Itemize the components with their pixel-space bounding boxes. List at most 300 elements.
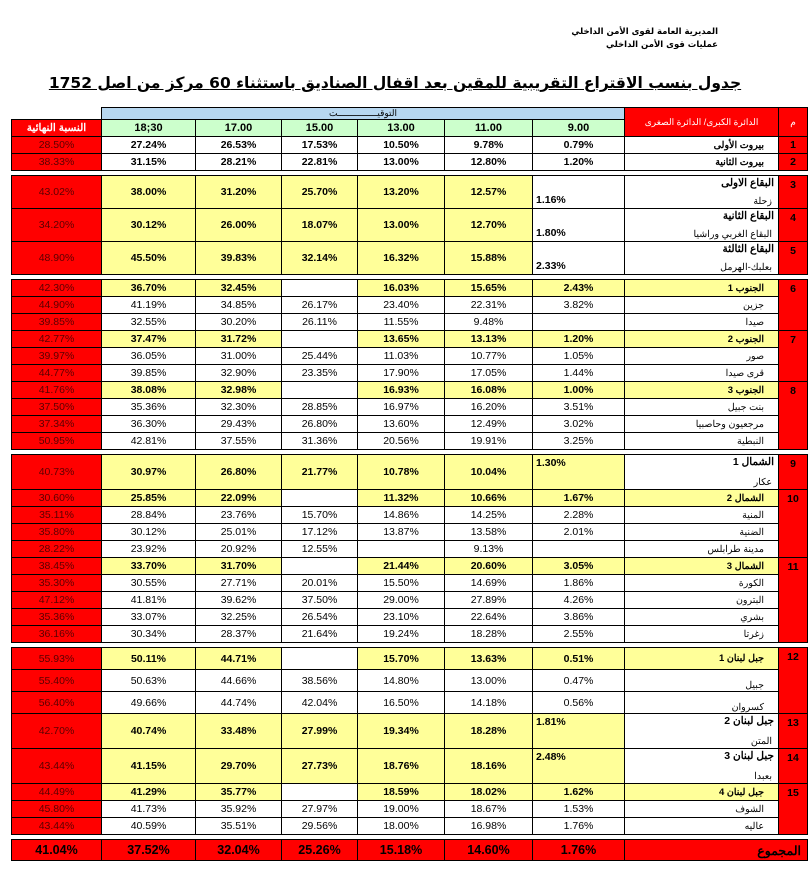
value-cell: 33.48%: [196, 714, 282, 749]
district-cell: [625, 209, 779, 242]
value-cell: 41.19%: [102, 297, 196, 314]
value-cell: 1.20%: [533, 331, 625, 348]
value-cell: 32.45%: [196, 280, 282, 297]
value-cell: 27.71%: [196, 575, 282, 592]
total-value: 37.52%: [102, 840, 196, 861]
value-cell: 23.35%: [282, 365, 358, 382]
value-cell: 20.60%: [445, 558, 533, 575]
value-cell: 39.83%: [196, 242, 282, 275]
value-cell: [282, 648, 358, 670]
org-line-2: عمليات قوى الأمن الداخلي: [605, 40, 718, 50]
value-cell: 28.84%: [102, 507, 196, 524]
value-cell: 2.01%: [533, 524, 625, 541]
value-cell: 18.02%: [445, 784, 533, 801]
value-cell: 26.53%: [196, 137, 282, 154]
final-cell: 37.34%: [12, 416, 102, 433]
value-cell: 23.92%: [102, 541, 196, 558]
value-cell: 38.00%: [102, 176, 196, 209]
value-cell: 25.01%: [196, 524, 282, 541]
value-cell: 11.55%: [358, 314, 445, 331]
value-cell: 35.36%: [102, 399, 196, 416]
value-cell: 28.37%: [196, 626, 282, 643]
value-0900: 1.16%: [536, 194, 566, 206]
sub-row: [12, 670, 808, 692]
sub-row: [12, 507, 808, 524]
value-cell: 18.07%: [282, 209, 358, 242]
value-cell: 33.07%: [102, 609, 196, 626]
value-cell: 31.20%: [196, 176, 282, 209]
value-cell: [282, 490, 358, 507]
district-name: بيروت الثانية: [625, 154, 779, 171]
value-cell: 26.00%: [196, 209, 282, 242]
value-cell: 14.69%: [445, 575, 533, 592]
table-body: [12, 108, 808, 861]
table-row: [12, 331, 808, 348]
value-cell: 33.70%: [102, 558, 196, 575]
district-name: البقاع الثالثة: [722, 243, 775, 255]
sub-row: [12, 348, 808, 365]
value-cell: 36.30%: [102, 416, 196, 433]
final-cell: 55.40%: [12, 670, 102, 692]
header-time-0900: 9.00: [533, 120, 625, 137]
sub-district-name: النبطية: [625, 433, 779, 450]
final-cell: 43.02%: [12, 176, 102, 209]
value-cell-0900: [533, 714, 625, 749]
value-cell: 0.56%: [533, 692, 625, 714]
value-cell: 9.78%: [445, 137, 533, 154]
total-final: 41.04%: [12, 840, 102, 861]
value-cell: 1.05%: [533, 348, 625, 365]
value-cell: 21.77%: [282, 455, 358, 490]
value-cell: 42.04%: [282, 692, 358, 714]
header-time-1300: 13.00: [358, 120, 445, 137]
total-value: 1.76%: [533, 840, 625, 861]
value-cell: 16.93%: [358, 382, 445, 399]
final-cell: 45.80%: [12, 801, 102, 818]
value-cell-0900: [533, 455, 625, 490]
final-cell: 35.11%: [12, 507, 102, 524]
sub-district-name: بعبدا: [754, 771, 773, 782]
sub-row: [12, 626, 808, 643]
value-cell: 23.76%: [196, 507, 282, 524]
value-cell: 1.62%: [533, 784, 625, 801]
final-cell: 43.44%: [12, 749, 102, 784]
value-cell: 36.70%: [102, 280, 196, 297]
value-cell: 26.17%: [282, 297, 358, 314]
sub-row: [12, 297, 808, 314]
sub-district-name: الكورة: [625, 575, 779, 592]
value-cell: 41.81%: [102, 592, 196, 609]
value-cell: 20.01%: [282, 575, 358, 592]
value-cell: 27.99%: [282, 714, 358, 749]
value-cell: 14.18%: [445, 692, 533, 714]
final-cell: 44.49%: [12, 784, 102, 801]
value-cell: 26.11%: [282, 314, 358, 331]
value-cell: 32.14%: [282, 242, 358, 275]
value-0900: 1.30%: [536, 457, 566, 469]
sub-row: [12, 416, 808, 433]
value-cell: 0.79%: [533, 137, 625, 154]
value-cell: 27.89%: [445, 592, 533, 609]
value-cell: 41.15%: [102, 749, 196, 784]
value-cell: 45.50%: [102, 242, 196, 275]
district-cell: [625, 714, 779, 749]
value-cell: 12.57%: [445, 176, 533, 209]
final-cell: 36.16%: [12, 626, 102, 643]
value-cell: 3.02%: [533, 416, 625, 433]
sub-district-name: عاليه: [625, 818, 779, 835]
final-cell: 28.50%: [12, 137, 102, 154]
value-cell: 3.05%: [533, 558, 625, 575]
final-cell: 42.77%: [12, 331, 102, 348]
sub-district-name: عكار: [753, 477, 773, 488]
table-row: [12, 382, 808, 399]
value-cell: 13.87%: [358, 524, 445, 541]
value-cell: 37.50%: [282, 592, 358, 609]
table-row: [12, 280, 808, 297]
sub-district-name: جزين: [625, 297, 779, 314]
value-cell: 38.56%: [282, 670, 358, 692]
sub-district-name: مدينة طرابلس: [625, 541, 779, 558]
value-cell: 40.74%: [102, 714, 196, 749]
value-cell: 15.50%: [358, 575, 445, 592]
table-row: [12, 784, 808, 801]
sub-district-name: جبيل: [625, 670, 779, 692]
district-name: البقاع الاولى: [721, 177, 775, 189]
value-cell: 9.13%: [445, 541, 533, 558]
sub-district-name: البقاع الغربي وراشيا: [693, 229, 773, 240]
value-cell: 3.51%: [533, 399, 625, 416]
value-cell: 16.08%: [445, 382, 533, 399]
org-line-1: المديرية العامة لقوى الأمن الداخلي: [571, 27, 718, 37]
value-cell: 12.80%: [445, 154, 533, 171]
total-value: 15.18%: [358, 840, 445, 861]
value-cell: [282, 558, 358, 575]
value-cell: 32.90%: [196, 365, 282, 382]
value-cell: 12.70%: [445, 209, 533, 242]
value-cell: 17.53%: [282, 137, 358, 154]
value-cell: 30.97%: [102, 455, 196, 490]
value-cell: 4.26%: [533, 592, 625, 609]
value-cell: 13.13%: [445, 331, 533, 348]
value-cell: 26.54%: [282, 609, 358, 626]
value-cell: 31.72%: [196, 331, 282, 348]
value-cell: 20.56%: [358, 433, 445, 450]
sub-row: [12, 801, 808, 818]
value-cell: 32.30%: [196, 399, 282, 416]
value-cell: 3.82%: [533, 297, 625, 314]
value-cell: 22.64%: [445, 609, 533, 626]
value-cell: 16.20%: [445, 399, 533, 416]
value-cell: 10.04%: [445, 455, 533, 490]
sub-row: [12, 609, 808, 626]
value-cell: 25.70%: [282, 176, 358, 209]
sub-row: [12, 314, 808, 331]
sub-district-name: مرجعيون وحاصبيا: [625, 416, 779, 433]
value-cell: 32.55%: [102, 314, 196, 331]
total-value: 14.60%: [445, 840, 533, 861]
value-cell: 19.91%: [445, 433, 533, 450]
district-name: جبل لبنان 1: [625, 648, 779, 670]
value-cell: 1.20%: [533, 154, 625, 171]
sub-district-name: صيدا: [625, 314, 779, 331]
value-cell: 35.77%: [196, 784, 282, 801]
final-cell: 37.50%: [12, 399, 102, 416]
value-cell: 18.16%: [445, 749, 533, 784]
row-number: 6: [779, 280, 808, 331]
sub-row: [12, 575, 808, 592]
value-cell: 29.70%: [196, 749, 282, 784]
value-cell: 29.43%: [196, 416, 282, 433]
row-number: 15: [779, 784, 808, 835]
value-cell: 17.12%: [282, 524, 358, 541]
value-cell: 15.88%: [445, 242, 533, 275]
value-cell: 30.12%: [102, 524, 196, 541]
value-cell: 11.03%: [358, 348, 445, 365]
value-cell: 37.47%: [102, 331, 196, 348]
value-cell: 36.05%: [102, 348, 196, 365]
sub-district-name: كسروان: [625, 692, 779, 714]
value-cell: 22.09%: [196, 490, 282, 507]
header-final: النسبة النهائية: [12, 120, 102, 137]
total-value: 25.26%: [282, 840, 358, 861]
sub-row: [12, 592, 808, 609]
value-cell: 16.03%: [358, 280, 445, 297]
value-cell: 19.24%: [358, 626, 445, 643]
header-timing: التوقيـــــــــــــــت: [102, 108, 625, 120]
value-cell: 31.36%: [282, 433, 358, 450]
header-row-timing: [12, 108, 808, 120]
district-name: البقاع الثانية: [722, 210, 775, 222]
table-row: [12, 154, 808, 171]
value-cell: 23.40%: [358, 297, 445, 314]
value-cell: 9.48%: [445, 314, 533, 331]
row-number: 11: [779, 558, 808, 643]
organization-block: [560, 26, 718, 52]
value-cell: 27.24%: [102, 137, 196, 154]
value-cell: 10.77%: [445, 348, 533, 365]
value-cell: 37.55%: [196, 433, 282, 450]
district-name: جبل لبنان 2: [724, 715, 775, 727]
value-cell: 0.51%: [533, 648, 625, 670]
value-cell: 30.12%: [102, 209, 196, 242]
sub-district-name: زحلة: [753, 196, 773, 207]
district-name: الشمال 3: [625, 558, 779, 575]
value-cell: 39.62%: [196, 592, 282, 609]
final-cell: 30.60%: [12, 490, 102, 507]
value-cell: 13.60%: [358, 416, 445, 433]
total-row: [12, 840, 808, 861]
table-row: [12, 490, 808, 507]
value-cell: 18.28%: [445, 714, 533, 749]
value-0900: 2.33%: [536, 260, 566, 272]
header-district: الدائرة الكبرى/ الدائرة الصغرى: [625, 108, 779, 137]
value-cell: 17.90%: [358, 365, 445, 382]
value-cell: 22.31%: [445, 297, 533, 314]
row-number: 9: [779, 455, 808, 490]
final-cell: 35.36%: [12, 609, 102, 626]
value-cell: 32.25%: [196, 609, 282, 626]
row-number: 2: [779, 154, 808, 171]
final-cell: 56.40%: [12, 692, 102, 714]
final-cell: 34.20%: [12, 209, 102, 242]
value-cell: [282, 331, 358, 348]
sub-district-name: صور: [625, 348, 779, 365]
row-number: 5: [779, 242, 808, 275]
district-name: جبل لبنان 3: [724, 750, 775, 762]
value-cell: 17.05%: [445, 365, 533, 382]
row-number: 8: [779, 382, 808, 450]
row-number: 12: [779, 648, 808, 714]
header-time-1500: 15.00: [282, 120, 358, 137]
row-number: 7: [779, 331, 808, 382]
sub-row: [12, 541, 808, 558]
final-cell: 40.73%: [12, 455, 102, 490]
value-cell: 2.28%: [533, 507, 625, 524]
final-cell: 35.30%: [12, 575, 102, 592]
total-label: المجموع: [625, 840, 808, 861]
final-cell: 48.90%: [12, 242, 102, 275]
row-number: 4: [779, 209, 808, 242]
value-cell: 18.76%: [358, 749, 445, 784]
sub-district-name: الشوف: [625, 801, 779, 818]
value-cell-0900: [533, 176, 625, 209]
value-cell: 27.97%: [282, 801, 358, 818]
value-cell: 1.76%: [533, 818, 625, 835]
sub-district-name: المنية: [625, 507, 779, 524]
district-name: جبل لبنان 4: [625, 784, 779, 801]
value-cell: 29.56%: [282, 818, 358, 835]
value-cell: 18.67%: [445, 801, 533, 818]
value-cell: 1.67%: [533, 490, 625, 507]
value-cell: 15.70%: [358, 648, 445, 670]
value-cell: 39.85%: [102, 365, 196, 382]
value-cell: 35.51%: [196, 818, 282, 835]
value-cell: 31.00%: [196, 348, 282, 365]
sub-district-name: الضنية: [625, 524, 779, 541]
header-m: م: [779, 108, 808, 137]
table-row: [12, 176, 808, 209]
value-cell: 28.85%: [282, 399, 358, 416]
final-cell: 44.77%: [12, 365, 102, 382]
final-cell: 35.80%: [12, 524, 102, 541]
value-0900: 1.80%: [536, 227, 566, 239]
final-cell: 38.33%: [12, 154, 102, 171]
value-cell: 44.74%: [196, 692, 282, 714]
value-cell: 1.44%: [533, 365, 625, 382]
value-cell: 44.71%: [196, 648, 282, 670]
value-cell: 2.43%: [533, 280, 625, 297]
sub-district-name: المتن: [750, 736, 773, 747]
final-cell: 39.97%: [12, 348, 102, 365]
district-name: بيروت الأولى: [625, 137, 779, 154]
value-cell: 20.92%: [196, 541, 282, 558]
sub-row: [12, 365, 808, 382]
value-cell: 0.47%: [533, 670, 625, 692]
value-cell: 28.21%: [196, 154, 282, 171]
value-cell: 26.80%: [282, 416, 358, 433]
district-name: الشمال 1: [732, 456, 775, 468]
value-cell: 3.25%: [533, 433, 625, 450]
header-blank: [12, 108, 102, 120]
final-cell: 42.30%: [12, 280, 102, 297]
value-cell: 10.66%: [445, 490, 533, 507]
value-cell: [282, 280, 358, 297]
sub-district-name: بعلبك-الهرمل: [720, 262, 773, 273]
district-name: الشمال 2: [625, 490, 779, 507]
final-cell: 28.22%: [12, 541, 102, 558]
final-cell: 50.95%: [12, 433, 102, 450]
table-row: [12, 648, 808, 670]
value-cell: 13.00%: [358, 154, 445, 171]
value-cell: 1.53%: [533, 801, 625, 818]
value-cell: 16.97%: [358, 399, 445, 416]
value-cell: 18.28%: [445, 626, 533, 643]
value-cell: 2.55%: [533, 626, 625, 643]
sub-row: [12, 433, 808, 450]
final-cell: 55.93%: [12, 648, 102, 670]
value-cell: 12.49%: [445, 416, 533, 433]
value-cell: 38.08%: [102, 382, 196, 399]
value-cell: [533, 541, 625, 558]
value-cell: 13.20%: [358, 176, 445, 209]
value-cell: [533, 314, 625, 331]
value-cell: 21.44%: [358, 558, 445, 575]
value-cell: 1.00%: [533, 382, 625, 399]
value-cell: 3.86%: [533, 609, 625, 626]
header-time-1100: 11.00: [445, 120, 533, 137]
table-row: [12, 242, 808, 275]
value-cell: 27.73%: [282, 749, 358, 784]
district-cell: [625, 176, 779, 209]
value-cell: 13.65%: [358, 331, 445, 348]
value-cell: 13.00%: [445, 670, 533, 692]
value-cell: 42.81%: [102, 433, 196, 450]
value-cell: 31.15%: [102, 154, 196, 171]
table-row: [12, 558, 808, 575]
value-cell: 18.00%: [358, 818, 445, 835]
value-cell: [358, 541, 445, 558]
final-cell: 38.45%: [12, 558, 102, 575]
sub-district-name: زغرتا: [625, 626, 779, 643]
value-cell: 11.32%: [358, 490, 445, 507]
sub-row: [12, 818, 808, 835]
district-name: الجنوب 1: [625, 280, 779, 297]
table-row: [12, 209, 808, 242]
value-cell: 29.00%: [358, 592, 445, 609]
value-cell: 19.00%: [358, 801, 445, 818]
value-cell: 31.70%: [196, 558, 282, 575]
value-cell: 30.34%: [102, 626, 196, 643]
final-cell: 44.90%: [12, 297, 102, 314]
sub-district-name: بشري: [625, 609, 779, 626]
value-cell: 13.00%: [358, 209, 445, 242]
value-cell: 14.80%: [358, 670, 445, 692]
header-time-1830: 18;30: [102, 120, 196, 137]
value-cell: 35.92%: [196, 801, 282, 818]
sub-district-name: قرى صيدا: [625, 365, 779, 382]
value-cell: 26.80%: [196, 455, 282, 490]
value-cell: 23.10%: [358, 609, 445, 626]
sub-row: [12, 524, 808, 541]
title-text: جدول بنسب الاقتراع التقريبية للمقين بعد اقفال الصناديق باستثناء 60 مركز من اصل 1752: [48, 74, 742, 92]
value-cell: 50.11%: [102, 648, 196, 670]
value-cell: 18.59%: [358, 784, 445, 801]
value-cell: 15.65%: [445, 280, 533, 297]
value-cell-0900: [533, 242, 625, 275]
value-0900: 1.81%: [536, 716, 566, 728]
table-row: [12, 749, 808, 784]
